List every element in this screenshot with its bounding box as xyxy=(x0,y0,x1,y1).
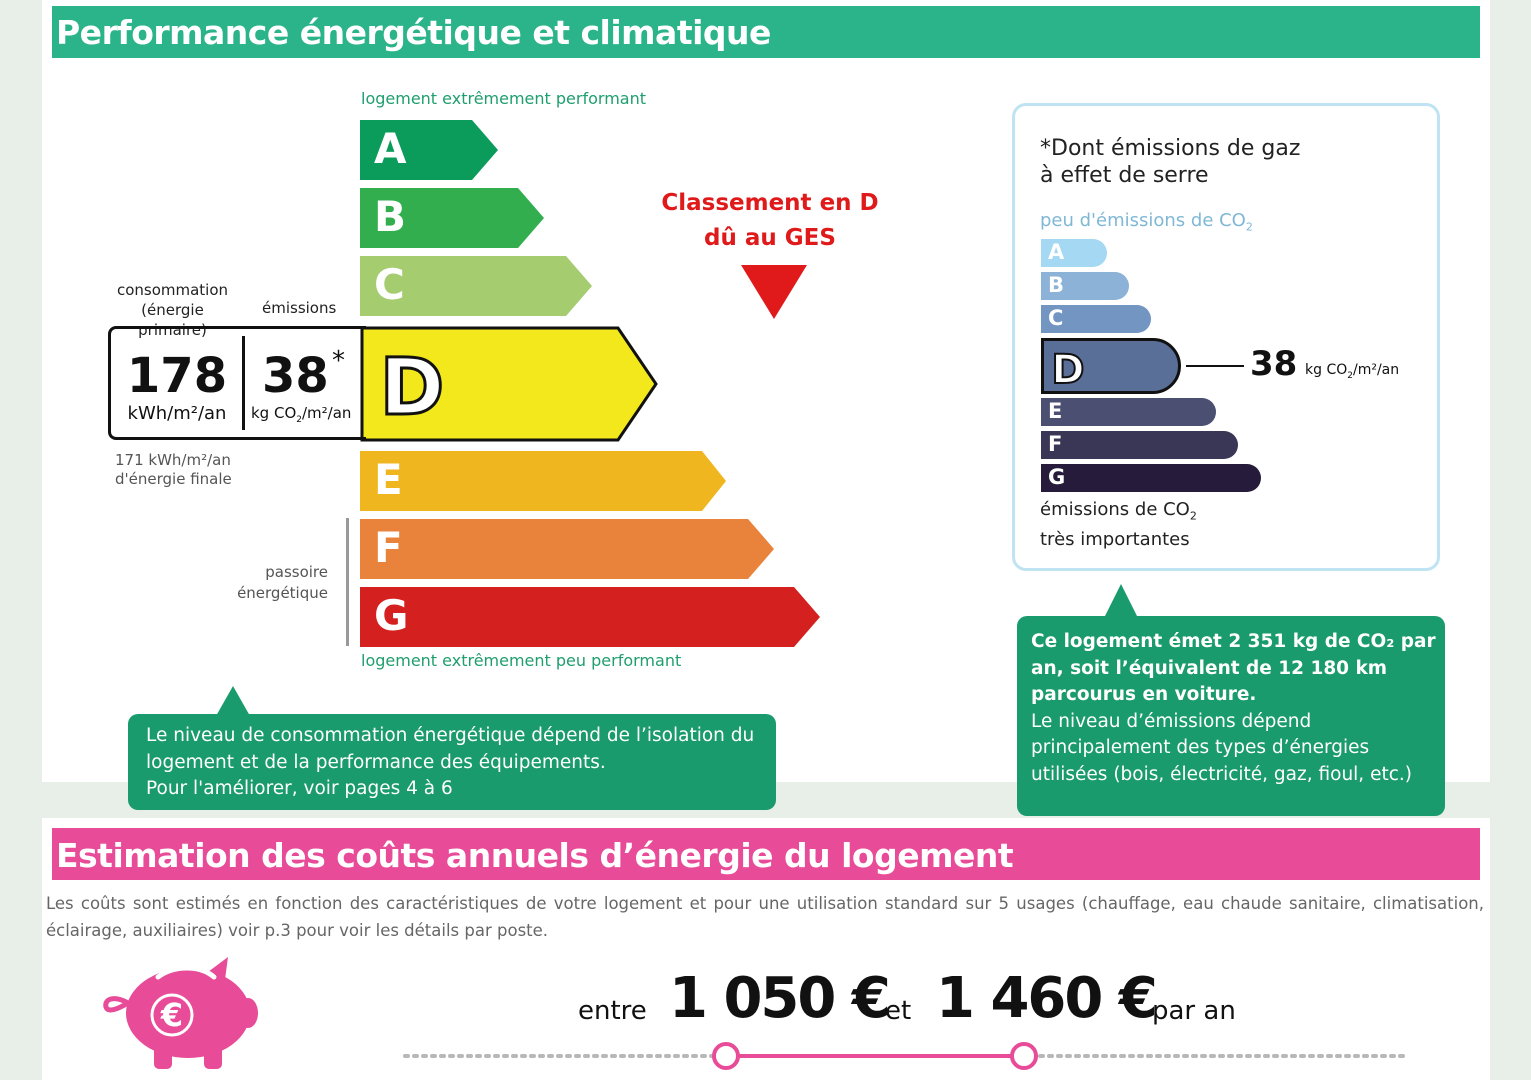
callout-right-pointer xyxy=(1104,584,1138,618)
ges-class-g: G xyxy=(1041,464,1261,492)
cost-entre-label: entre xyxy=(578,996,647,1026)
min-cost-value: 1 050 € xyxy=(669,966,889,1031)
emissions-star: * xyxy=(332,346,345,376)
ges-unit: kg $CO_2/m^2/an$ xyxy=(1305,362,1400,381)
box-divider xyxy=(242,336,245,430)
dpe-class-a: A xyxy=(360,120,500,180)
ges-class-d-current xyxy=(1041,338,1181,394)
classement-text: Classement en D dû au GES xyxy=(661,190,879,251)
cost-description: Les coûts sont estimés en fonction des caractéristiques de votre logement et pour une utilisation standard sur 5 usages (chauffage, eau chaude sanitaire, climatisation, éclairage, auxiliaires) voir p.3 pour voir les détails par poste. xyxy=(46,894,1484,940)
consumption-info-callout: Le niveau de consommation énergétique dépend de l’isolation du logement et de la performance des équipements. Pour l'améliorer, voir pages 4 à 6 xyxy=(128,714,776,810)
consumption-value: 178 xyxy=(126,348,228,404)
ges-class-f: F xyxy=(1041,431,1238,459)
passoire-label: passoire énergétique xyxy=(237,563,328,602)
cost-et-label: et xyxy=(885,996,912,1026)
min-cost-marker xyxy=(714,1044,738,1068)
dpe-class-b: B xyxy=(360,188,550,248)
ges-class-c: C xyxy=(1041,305,1151,333)
consumption-unit: kWh/m²/an xyxy=(127,403,227,424)
energy-cost-header xyxy=(52,828,1480,880)
callout-left-pointer xyxy=(216,686,250,716)
svg-text:D: D xyxy=(379,343,445,426)
emissions-label: émissions xyxy=(262,299,337,317)
ges-class-b: B xyxy=(1041,272,1129,300)
energy-cost-title: Estimation des coûts annuels d’énergie du logement xyxy=(56,836,1014,875)
svg-text:€: € xyxy=(160,996,184,1034)
final-energy-label: 171 kWh/m²/an d'énergie finale xyxy=(115,451,232,488)
passoire-bracket xyxy=(346,518,349,646)
ges-top-label: peu d'émissions de $CO_2$ xyxy=(1040,210,1253,234)
consumption-label: consommation (énergie primaire) xyxy=(116,281,229,339)
energy-performance-header xyxy=(52,6,1480,58)
ges-class-a: A xyxy=(1041,239,1107,267)
dpe-class-g: G xyxy=(360,587,825,647)
dpe-class-e: E xyxy=(360,451,730,511)
max-cost-value: 1 460 € xyxy=(936,966,1156,1031)
dpe-class-d-current xyxy=(360,326,660,442)
piggy-bank-icon xyxy=(96,955,262,1071)
ges-current-letter xyxy=(1048,345,1088,389)
cost-range-scale xyxy=(400,1040,1410,1072)
dpe-class-c: C xyxy=(360,256,600,316)
svg-text:D: D xyxy=(1051,347,1085,389)
dpe-class-f: F xyxy=(360,519,780,579)
cost-par-an-label: par an xyxy=(1152,996,1236,1026)
emissions-value: 38 xyxy=(262,348,329,404)
classement-down-arrow-icon xyxy=(741,265,807,321)
ges-bottom-label: émissions de $CO_2$ très importantes xyxy=(1040,499,1197,550)
top-performance-label: logement extrêmement performant xyxy=(361,89,646,108)
ges-header: *Dont émissions de gaz à effet de serre xyxy=(1040,136,1301,188)
emissions-unit: kg $CO_2/m^2/an$ xyxy=(251,404,352,425)
energy-performance-title: Performance énergétique et climatique xyxy=(56,13,771,52)
ges-pointer-line xyxy=(1186,365,1244,367)
ges-class-e: E xyxy=(1041,398,1216,426)
emissions-info-callout: Ce logement émet 2 351 kg de CO₂ par an, soit l’équivalent de 12 180 km parcourus en voiture. Le niveau d’émissions dépend principalement des types d’énergies utilisées (bois, électricité, gaz, fioul, etc.) xyxy=(1017,616,1445,816)
ges-value: 38 xyxy=(1250,344,1298,384)
max-cost-marker xyxy=(1012,1044,1036,1068)
dpe-current-letter xyxy=(374,342,450,426)
bottom-performance-label: logement extrêmement peu performant xyxy=(361,651,682,670)
